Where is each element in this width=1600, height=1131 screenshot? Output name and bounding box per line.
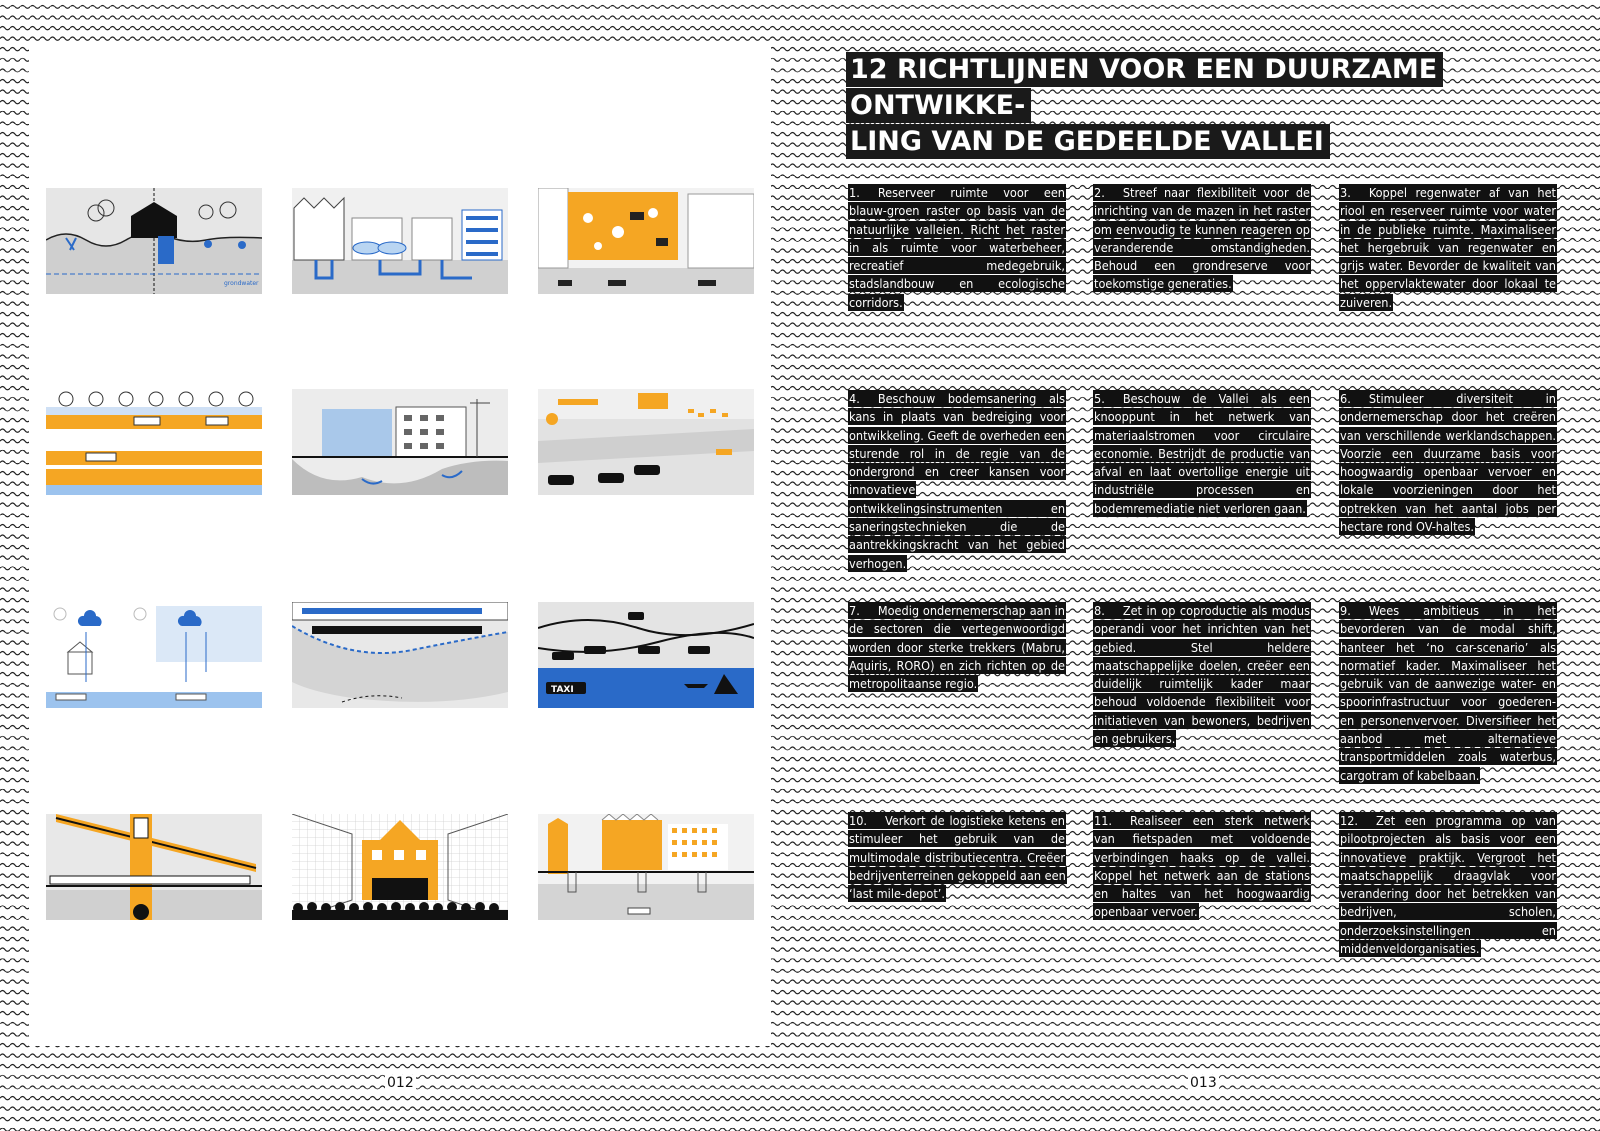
guideline-text: Beschouw bodemsanering als kans in plaats van bedreiging voor ontwikkeling. Geeft de overheden een sturende rol in de regie van de ondergrond en creer kansen voor innovatieve ontwikkelingsinstrumenten en saneringstechnieken die de aantrekkingskracht van het gebied verhogen. <box>849 391 1066 571</box>
guideline-4 <box>848 390 1066 573</box>
illustration-4-green-blue-corridor <box>46 389 262 495</box>
illustration-1-water-grid <box>46 188 262 294</box>
illustration-5-soil-remediation <box>292 389 508 495</box>
guideline-number: 10. <box>849 813 868 828</box>
taxi-label: TAXI <box>551 685 574 695</box>
guideline-number: 2. <box>1094 185 1105 200</box>
illustration-6-work-landscapes <box>538 389 754 495</box>
guideline-text: Beschouw de Vallei als een knooppunt in het netwerk van materiaalstromen voor circulaire economie. Bestrijdt de productie van afval en laat overtollige energie uit industriële processen en bodemremediatie niet verloren gaan. <box>1094 391 1310 516</box>
illustration-12-pilot-projects <box>538 814 754 920</box>
guideline-number: 7. <box>849 603 860 618</box>
title-line-1: 12 RICHTLIJNEN VOOR EEN DUURZAME ONTWIKKE- <box>846 52 1443 123</box>
guideline-11 <box>1093 812 1311 922</box>
guideline-text: Realiseer een sterk netwerk van fietspaden met voldoende verbindingen haaks op de vallei. Koppel het netwerk aan de stations en haltes van het hoogwaardig openbaar vervoer. <box>1094 813 1310 920</box>
page-number-left: 012 <box>387 1075 414 1091</box>
guideline-number: 5. <box>1094 391 1105 406</box>
guideline-12 <box>1339 812 1557 958</box>
guideline-2 <box>1093 184 1311 294</box>
guideline-number: 11. <box>1094 813 1113 828</box>
illustration-10-logistics <box>46 814 262 920</box>
guideline-number: 4. <box>849 391 860 406</box>
page-number-right: 013 <box>1190 1075 1217 1091</box>
guideline-9 <box>1339 602 1557 785</box>
guideline-text: Stimuleer diversiteit in ondernemerschap door het creëren van verschillende werklandschappen. Voorzie een duurzame basis voor hoogwaardig openbaar vervoer en lokale voorzieningen door het optrekken van het aantal jobs per hectare rond OV-haltes. <box>1340 391 1556 535</box>
guideline-text: Moedig ondernemerschap aan in de sectoren die vertegenwoordigd worden door sterke trekkers (Mabru, Aquiris, RORO) en zich richten op de metropolitaanse regio. <box>849 603 1065 692</box>
guideline-1 <box>848 184 1066 312</box>
guideline-number: 6. <box>1340 391 1351 406</box>
guideline-text: Zet in op coproductie als modus operandi voor het inrichten van het gebied. Stel heldere maatschappelijke doelen, creëer een duidelijk ruimtelijk kader maar behoud voldoende flexibiliteit voor initiatieven van bewoners, bedrijven en gebruikers. <box>1094 603 1310 747</box>
guideline-number: 1. <box>849 185 860 200</box>
guideline-number: 9. <box>1340 603 1351 618</box>
page-title <box>846 52 1551 160</box>
guideline-5 <box>1093 390 1311 518</box>
guideline-text: Reserveer ruimte voor een blauw-groen raster op basis van de natuurlijke valleien. Richt het raster in als ruimte voor waterbeheer, recreatief medegebruik, stadslandbouw en ecologische corridors. <box>849 185 1065 310</box>
title-line-2: LING VAN DE GEDEELDE VALLEI <box>846 124 1330 159</box>
guideline-text: Koppel regenwater af van het riool en reserveer ruimte voor water in de publieke ruimte. Maximaliseer het hergebruik van regenwater en grijs water. Bevorder de kwaliteit van het oppervlaktewater door lokaal te zuiveren. <box>1340 185 1556 310</box>
guideline-number: 3. <box>1340 185 1351 200</box>
guideline-8 <box>1093 602 1311 748</box>
guideline-text: Wees ambitieus in het bevorderen van de modal shift, hanteer het ‘no car-scenario’ als normatief kader. Maximaliseer het gebruik van de aanwezige water- en spoorinfrastructuur voor goederen- en personenvervoer. Diversifieer het aanbod met alternatieve transportmiddelen zoals waterbus, cargotram of kabelbaan. <box>1340 603 1556 783</box>
illustration-7-rainwater-cycle <box>46 602 262 708</box>
guideline-text: Streef naar flexibiliteit voor de inrichting van de mazen in het raster om eenvoudig te kunnen reageren op veranderende omstandigheden. Behoud een grondreserve voor toekomstige generaties. <box>1094 185 1310 292</box>
illustration-8-coproduction <box>292 602 508 708</box>
guideline-7 <box>848 602 1066 693</box>
guideline-text: Verkort de logistieke ketens en stimuleer het gebruik van de multimodale distributiecentra. Creëer bedrijventerreinen gekoppeld aan een ‘last mile-depot’. <box>849 813 1066 902</box>
guideline-6 <box>1339 390 1557 536</box>
guideline-number: 12. <box>1340 813 1359 828</box>
guideline-text: Zet een programma op van pilootprojecten als basis voor een innovatieve praktijk. Vergroot het maatschappelijk draagvlak voor verandering door het betrekken van bedrijven, scholen, onderzoeksinstellingen en middenveldorganisaties. <box>1340 813 1556 957</box>
illustration-9-modal-shift <box>538 602 754 708</box>
illustration-3-public-space <box>538 188 754 294</box>
guideline-number: 8. <box>1094 603 1105 618</box>
illustration-2-flexible-grid <box>292 188 508 294</box>
guideline-3 <box>1339 184 1557 312</box>
groundwater-label: grondwater <box>224 280 259 287</box>
guideline-10 <box>848 812 1066 903</box>
illustration-11-distribution-hub <box>292 814 508 920</box>
